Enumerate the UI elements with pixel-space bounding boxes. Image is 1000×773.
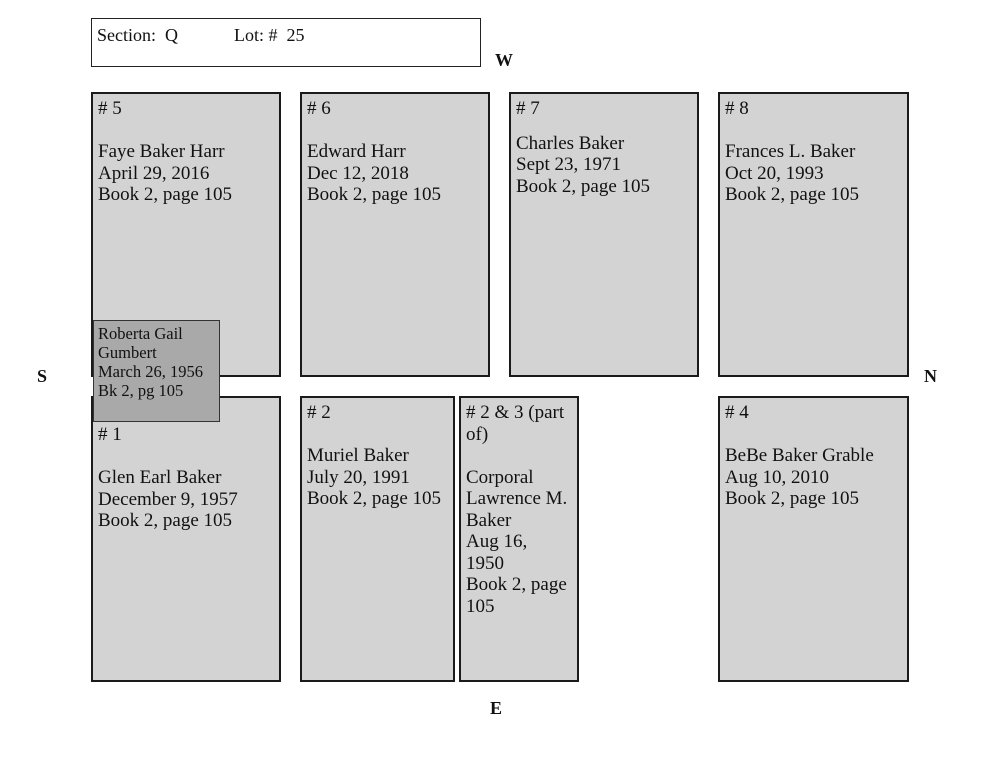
plot-record: Book 2, page 105 <box>98 184 233 205</box>
plot-7 <box>509 92 699 377</box>
plot-2-3-part <box>459 396 579 682</box>
plot-name: Glen Earl Baker <box>98 467 222 488</box>
overlay-name-line-1: Roberta Gail <box>98 324 183 343</box>
overlay-box-roberta <box>93 320 220 422</box>
plot-number: # 2 <box>307 402 331 423</box>
section-label: Section: Q <box>97 25 178 45</box>
plot-8 <box>718 92 909 377</box>
section-lot-box <box>91 18 481 67</box>
plot-date: Dec 12, 2018 <box>307 162 409 184</box>
plot-name: Charles Baker <box>516 132 625 154</box>
plot-number: # 6 <box>307 98 331 119</box>
compass-east: E <box>490 698 503 718</box>
plot-record: Book 2, page 105 <box>516 175 651 197</box>
plot-date: April 29, 2016 <box>98 162 210 184</box>
plot-1 <box>91 396 281 682</box>
plot-number-line-2: of) <box>466 423 489 445</box>
plot-date: Oct 20, 1993 <box>725 162 824 184</box>
plot-date: Sept 23, 1971 <box>516 154 622 175</box>
plot-6 <box>300 92 490 377</box>
compass-north: N <box>924 366 937 386</box>
plot-rank: Corporal <box>466 466 534 488</box>
plot-number-line-1: # 2 & 3 (part <box>466 402 565 423</box>
plot-2 <box>300 396 455 682</box>
plot-name: Faye Baker Harr <box>98 141 225 162</box>
plot-record: Book 2, page 105 <box>725 488 860 509</box>
plot-record: Book 2, page 105 <box>307 488 442 509</box>
plot-record-line-1: Book 2, page <box>466 574 567 595</box>
plot-4 <box>718 396 909 682</box>
plot-record-line-2: 105 <box>466 595 495 617</box>
compass-west: W <box>495 50 513 70</box>
plot-number: # 7 <box>516 98 540 119</box>
plot-number: # 1 <box>98 424 122 445</box>
plot-date-line-2: 1950 <box>466 552 504 574</box>
plot-name: Frances L. Baker <box>725 141 856 162</box>
plot-date: July 20, 1991 <box>307 466 410 488</box>
plot-name: Muriel Baker <box>307 445 409 466</box>
plot-date: December 9, 1957 <box>98 488 238 510</box>
plot-number: # 5 <box>98 98 122 119</box>
plot-name: BeBe Baker Grable <box>725 445 874 466</box>
plot-number: # 8 <box>725 98 749 119</box>
plot-record: Book 2, page 105 <box>98 510 233 531</box>
overlay-name-line-2: Gumbert <box>98 343 157 362</box>
compass-south: S <box>37 366 48 386</box>
plot-name: Edward Harr <box>307 141 406 162</box>
plot-number: # 4 <box>725 402 749 423</box>
plot-name-line-2: Baker <box>466 509 512 531</box>
plot-record: Book 2, page 105 <box>725 184 860 205</box>
overlay-date: March 26, 1956 <box>98 362 203 381</box>
plot-record: Book 2, page 105 <box>307 184 442 205</box>
plot-date-line-1: Aug 16, <box>466 531 528 552</box>
lot-label: Lot: # 25 <box>234 25 305 45</box>
overlay-record: Bk 2, pg 105 <box>98 381 184 400</box>
plot-name-line-1: Lawrence M. <box>466 488 568 509</box>
plot-date: Aug 10, 2010 <box>725 466 829 488</box>
